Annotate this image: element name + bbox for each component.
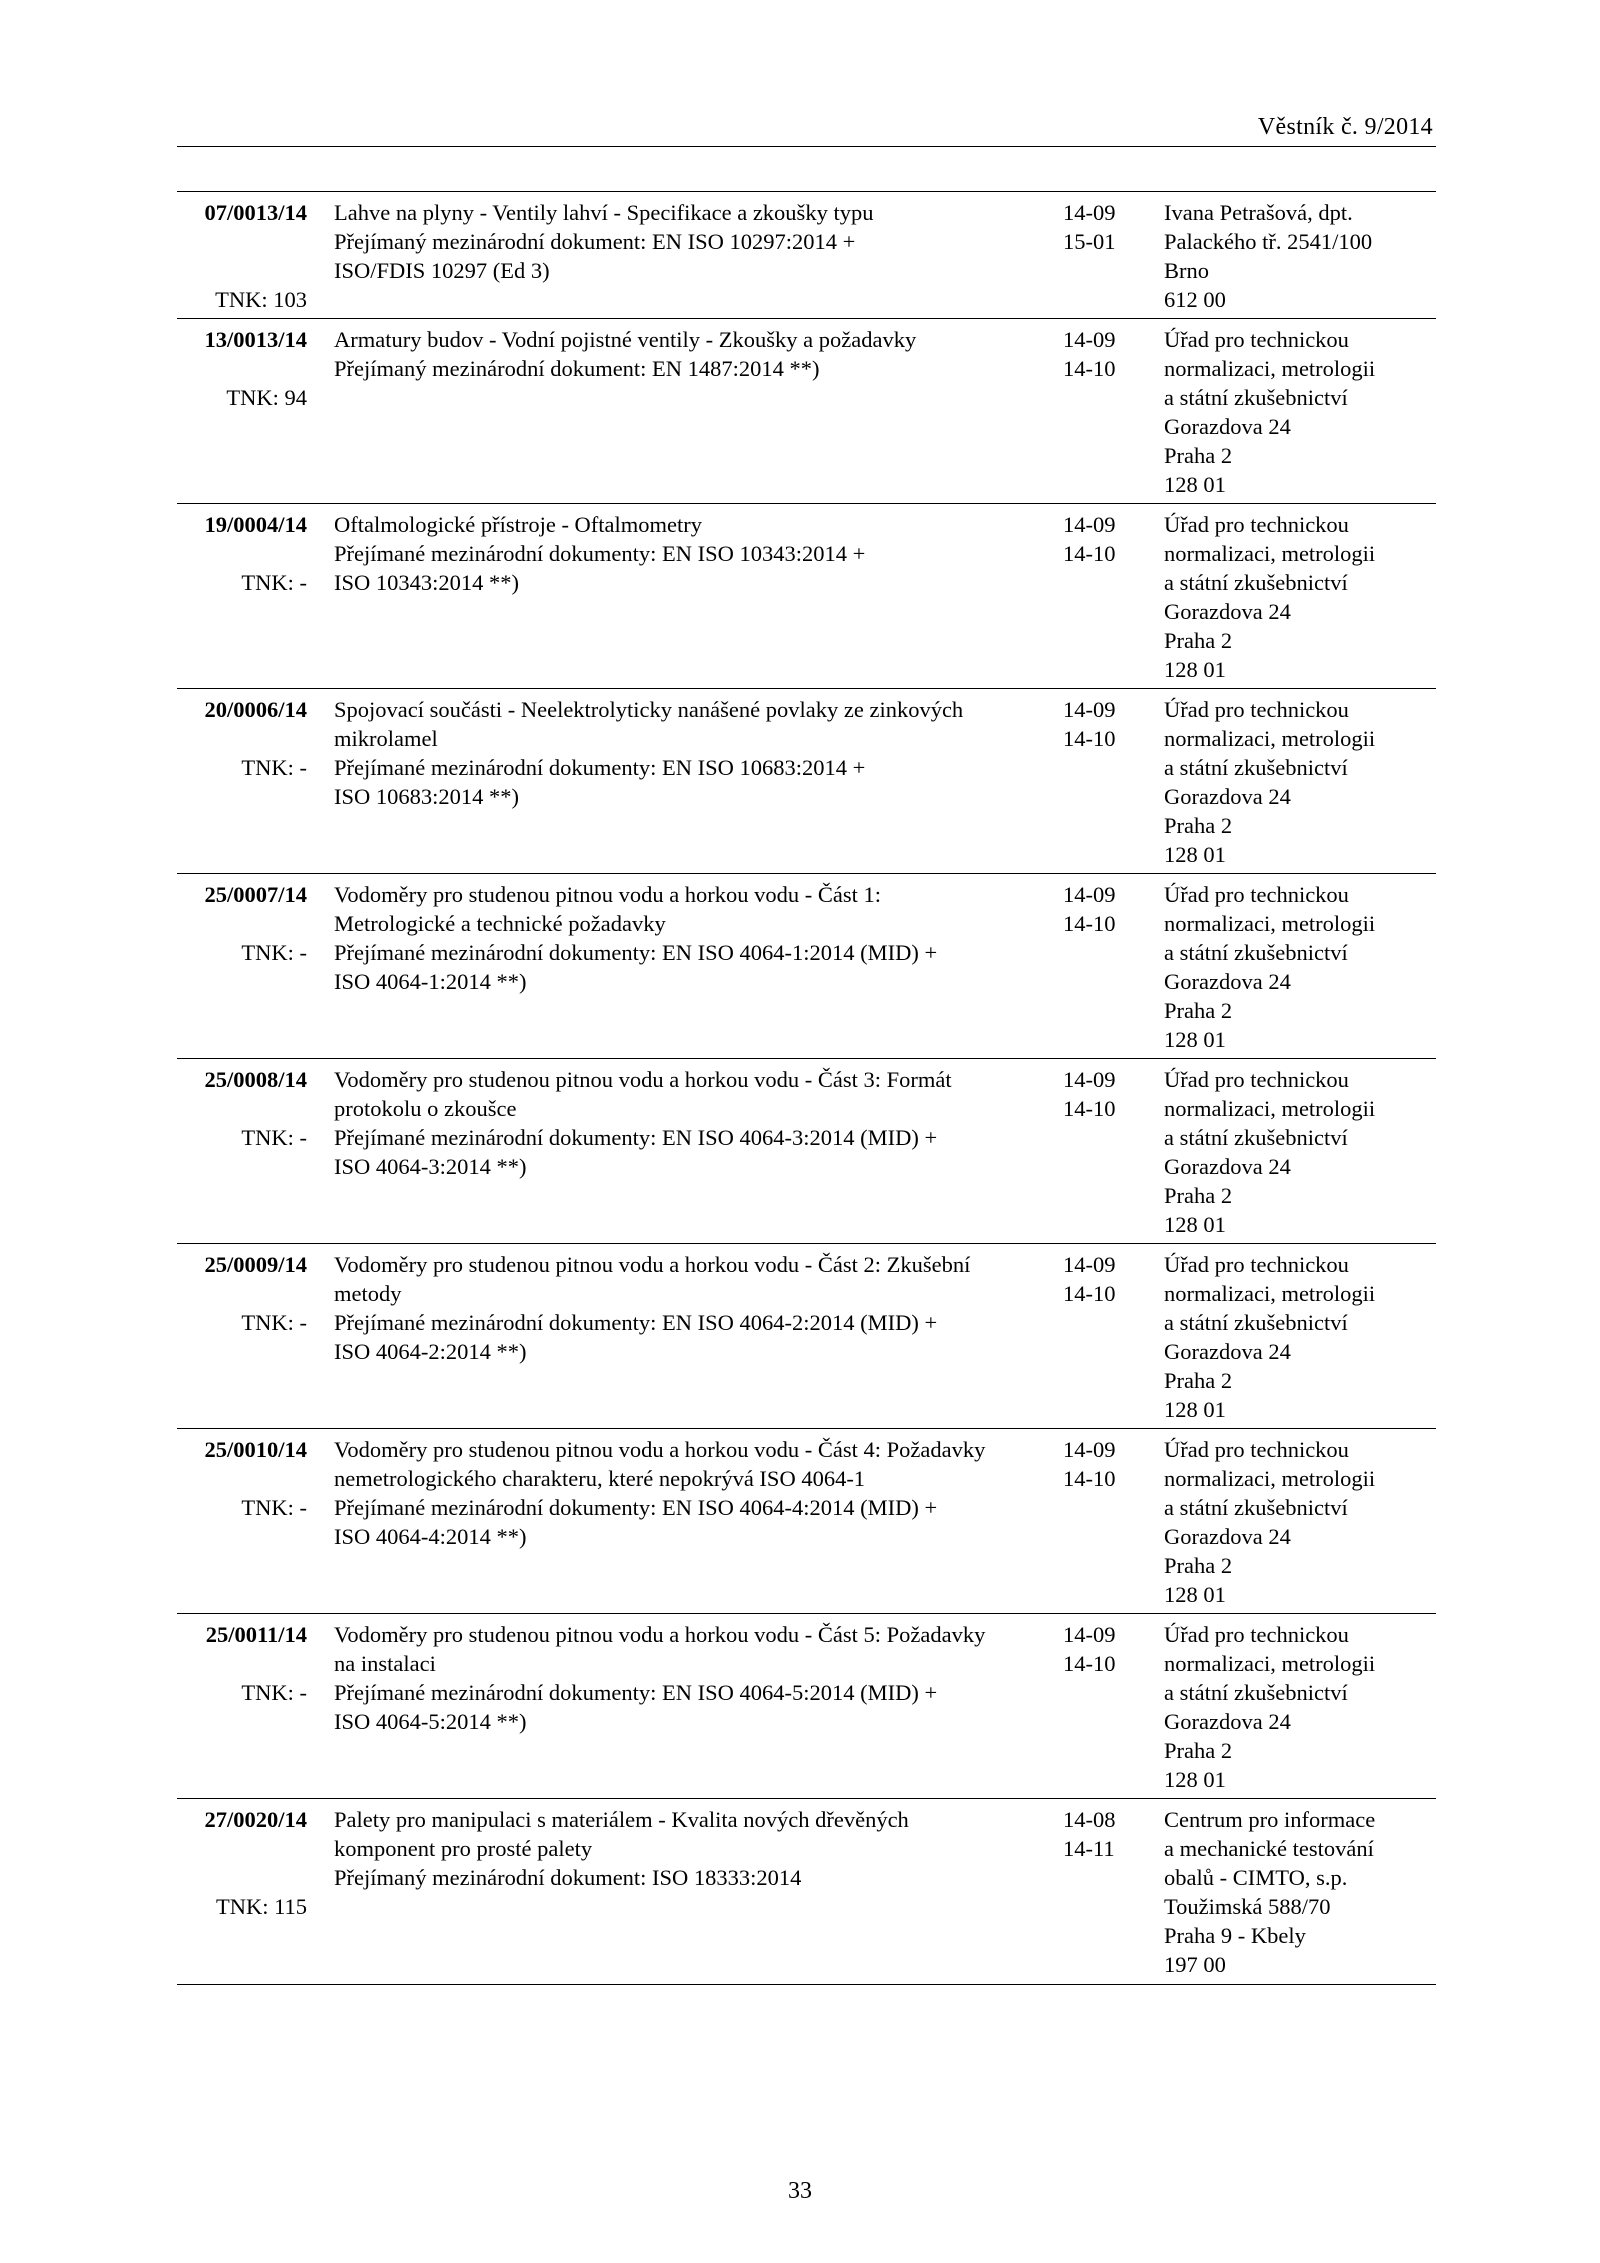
- address-line: normalizaci, metrologii: [1164, 911, 1376, 936]
- address-line: Gorazdova 24: [1164, 599, 1291, 624]
- standard-id-cell: [177, 510, 307, 595]
- contact-address-cell: [1164, 1435, 1434, 1609]
- standard-id-cell: [177, 1250, 307, 1335]
- address-line: normalizaci, metrologii: [1164, 726, 1376, 751]
- title-line: Přejímané mezinárodní dokumenty: EN ISO 4064-1:2014 (MID) +: [334, 940, 938, 965]
- date-value: 14-09: [1063, 1622, 1116, 1647]
- address-line: obalů - CIMTO, s.p.: [1164, 1865, 1348, 1890]
- standard-id-cell: [177, 1435, 307, 1520]
- address-line: Gorazdova 24: [1164, 784, 1291, 809]
- standard-number: 25/0008/14: [204, 1067, 307, 1092]
- address-line: normalizaci, metrologii: [1164, 1651, 1376, 1676]
- table-row: [177, 319, 1436, 504]
- dates-cell: [1063, 1065, 1143, 1123]
- date-value: 14-10: [1063, 541, 1116, 566]
- dates-cell: [1063, 198, 1143, 256]
- address-line: Gorazdova 24: [1164, 1339, 1291, 1364]
- address-line: Úřad pro technickou: [1164, 1067, 1349, 1092]
- title-line: Spojovací součásti - Neelektrolyticky nanášené povlaky ze zinkových: [334, 697, 964, 722]
- date-value: 14-09: [1063, 1437, 1116, 1462]
- title-line: Vodoměry pro studenou pitnou vodu a horkou vodu - Část 3: Formát: [334, 1067, 952, 1092]
- standard-number: 20/0006/14: [204, 697, 307, 722]
- title-line: na instalaci: [334, 1651, 436, 1676]
- address-line: 128 01: [1164, 842, 1226, 867]
- page-number: 33: [788, 2178, 812, 2204]
- tnk-label: TNK: -: [241, 940, 307, 965]
- tnk-label: TNK: 115: [215, 1894, 307, 1919]
- address-line: Ivana Petrašová, dpt.: [1164, 200, 1353, 225]
- title-line: Přejímané mezinárodní dokumenty: EN ISO 4064-2:2014 (MID) +: [334, 1310, 938, 1335]
- standard-number: 07/0013/14: [204, 200, 307, 225]
- address-line: a státní zkušebnictví: [1164, 1310, 1348, 1335]
- address-line: 128 01: [1164, 1027, 1226, 1052]
- title-line: ISO 4064-1:2014 **): [334, 969, 527, 994]
- contact-address-cell: [1164, 1620, 1434, 1794]
- address-line: a mechanické testování: [1164, 1836, 1374, 1861]
- address-line: 128 01: [1164, 1212, 1226, 1237]
- address-line: Úřad pro technickou: [1164, 1437, 1349, 1462]
- title-line: Přejímaný mezinárodní dokument: EN ISO 10297:2014 +: [334, 229, 856, 254]
- standard-title-cell: [334, 510, 1034, 597]
- title-line: Přejímané mezinárodní dokumenty: EN ISO 10683:2014 +: [334, 755, 866, 780]
- title-line: Přejímané mezinárodní dokumenty: EN ISO 4064-5:2014 (MID) +: [334, 1680, 938, 1705]
- address-line: Gorazdova 24: [1164, 969, 1291, 994]
- date-value: 14-09: [1063, 1252, 1116, 1277]
- title-line: Oftalmologické přístroje - Oftalmometry: [334, 512, 703, 537]
- standards-table: [177, 191, 1436, 1985]
- address-line: a státní zkušebnictví: [1164, 1680, 1348, 1705]
- address-line: a státní zkušebnictví: [1164, 570, 1348, 595]
- address-line: 128 01: [1164, 1582, 1226, 1607]
- title-line: Armatury budov - Vodní pojistné ventily - Zkoušky a požadavky: [334, 327, 917, 352]
- contact-address-cell: [1164, 695, 1434, 869]
- table-row: [177, 689, 1436, 874]
- address-line: Praha 2: [1164, 1553, 1233, 1578]
- date-value: 14-09: [1063, 200, 1116, 225]
- standard-title-cell: [334, 1250, 1034, 1366]
- date-value: 14-10: [1063, 356, 1116, 381]
- table-row: [177, 1614, 1436, 1799]
- dates-cell: [1063, 695, 1143, 753]
- address-line: Praha 2: [1164, 1738, 1233, 1763]
- standard-number: 25/0007/14: [204, 882, 307, 907]
- tnk-label: TNK: 94: [226, 385, 307, 410]
- title-line: mikrolamel: [334, 726, 438, 751]
- address-line: Gorazdova 24: [1164, 1154, 1291, 1179]
- address-line: Praha 9 - Kbely: [1164, 1923, 1306, 1948]
- dates-cell: [1063, 1620, 1143, 1678]
- address-line: Toužimská 588/70: [1164, 1894, 1331, 1919]
- address-line: Úřad pro technickou: [1164, 512, 1349, 537]
- publication-title: Věstník č. 9/2014: [1257, 114, 1433, 140]
- tnk-label: TNK: -: [241, 1680, 307, 1705]
- address-line: Brno: [1164, 258, 1209, 283]
- table-row: [177, 192, 1436, 319]
- contact-address-cell: [1164, 1065, 1434, 1239]
- address-line: Praha 2: [1164, 628, 1233, 653]
- address-line: normalizaci, metrologii: [1164, 1281, 1376, 1306]
- date-value: 14-10: [1063, 911, 1116, 936]
- title-line: ISO 4064-3:2014 **): [334, 1154, 527, 1179]
- address-line: normalizaci, metrologii: [1164, 541, 1376, 566]
- standard-id-cell: [177, 1805, 307, 1919]
- title-line: ISO 10683:2014 **): [334, 784, 519, 809]
- standard-title-cell: [334, 1620, 1034, 1736]
- standard-id-cell: [177, 198, 307, 312]
- date-value: 14-10: [1063, 1281, 1116, 1306]
- tnk-label: TNK: 103: [215, 287, 307, 312]
- title-line: Vodoměry pro studenou pitnou vodu a horkou vodu - Část 1:: [334, 882, 882, 907]
- title-line: Vodoměry pro studenou pitnou vodu a horkou vodu - Část 2: Zkušební: [334, 1252, 971, 1277]
- standard-id-cell: [177, 1620, 307, 1705]
- address-line: a státní zkušebnictví: [1164, 385, 1348, 410]
- standard-number: 25/0010/14: [204, 1437, 307, 1462]
- title-line: ISO/FDIS 10297 (Ed 3): [334, 258, 550, 283]
- address-line: a státní zkušebnictví: [1164, 940, 1348, 965]
- title-line: komponent pro prosté palety: [334, 1836, 593, 1861]
- address-line: 128 01: [1164, 657, 1226, 682]
- tnk-label: TNK: -: [241, 1125, 307, 1150]
- standard-number: 25/0009/14: [204, 1252, 307, 1277]
- standard-title-cell: [334, 1065, 1034, 1181]
- standard-number: 19/0004/14: [204, 512, 307, 537]
- address-line: normalizaci, metrologii: [1164, 1466, 1376, 1491]
- title-line: nemetrologického charakteru, které nepokrývá ISO 4064-1: [334, 1466, 866, 1491]
- dates-cell: [1063, 1805, 1143, 1863]
- title-line: Přejímané mezinárodní dokumenty: EN ISO 10343:2014 +: [334, 541, 866, 566]
- address-line: a státní zkušebnictví: [1164, 1495, 1348, 1520]
- standard-title-cell: [334, 880, 1034, 996]
- address-line: Praha 2: [1164, 443, 1233, 468]
- address-line: Praha 2: [1164, 813, 1233, 838]
- date-value: 14-09: [1063, 697, 1116, 722]
- address-line: Praha 2: [1164, 1183, 1233, 1208]
- title-line: ISO 4064-5:2014 **): [334, 1709, 527, 1734]
- title-line: ISO 4064-4:2014 **): [334, 1524, 527, 1549]
- contact-address-cell: [1164, 1805, 1434, 1979]
- tnk-label: TNK: -: [241, 755, 307, 780]
- dates-cell: [1063, 1435, 1143, 1493]
- address-line: 128 01: [1164, 472, 1226, 497]
- address-line: Praha 2: [1164, 1368, 1233, 1393]
- standard-id-cell: [177, 695, 307, 780]
- table-row: [177, 1429, 1436, 1614]
- title-line: Přejímané mezinárodní dokumenty: EN ISO 4064-4:2014 (MID) +: [334, 1495, 938, 1520]
- address-line: Praha 2: [1164, 998, 1233, 1023]
- contact-address-cell: [1164, 510, 1434, 684]
- standard-number: 25/0011/14: [205, 1622, 307, 1647]
- tnk-label: TNK: -: [241, 1310, 307, 1335]
- address-line: Úřad pro technickou: [1164, 697, 1349, 722]
- address-line: Centrum pro informace: [1164, 1807, 1376, 1832]
- address-line: a státní zkušebnictví: [1164, 1125, 1348, 1150]
- address-line: normalizaci, metrologii: [1164, 356, 1376, 381]
- contact-address-cell: [1164, 325, 1434, 499]
- contact-address-cell: [1164, 1250, 1434, 1424]
- title-line: Vodoměry pro studenou pitnou vodu a horkou vodu - Část 5: Požadavky: [334, 1622, 986, 1647]
- table-row: [177, 504, 1436, 689]
- address-line: Gorazdova 24: [1164, 1524, 1291, 1549]
- standard-title-cell: [334, 1805, 1034, 1892]
- standard-id-cell: [177, 325, 307, 410]
- standard-title-cell: [334, 1435, 1034, 1551]
- address-line: Gorazdova 24: [1164, 1709, 1291, 1734]
- address-line: 128 01: [1164, 1767, 1226, 1792]
- address-line: Úřad pro technickou: [1164, 327, 1349, 352]
- date-value: 14-10: [1063, 726, 1116, 751]
- address-line: Úřad pro technickou: [1164, 1252, 1349, 1277]
- standard-number: 27/0020/14: [204, 1807, 307, 1832]
- date-value: 14-09: [1063, 512, 1116, 537]
- date-value: 15-01: [1063, 229, 1116, 254]
- title-line: ISO 10343:2014 **): [334, 570, 519, 595]
- title-line: ISO 4064-2:2014 **): [334, 1339, 527, 1364]
- title-line: Přejímaný mezinárodní dokument: EN 1487:2014 **): [334, 356, 820, 381]
- table-row: [177, 874, 1436, 1059]
- contact-address-cell: [1164, 198, 1434, 314]
- date-value: 14-09: [1063, 882, 1116, 907]
- dates-cell: [1063, 880, 1143, 938]
- standard-number: 13/0013/14: [204, 327, 307, 352]
- date-value: 14-10: [1063, 1651, 1116, 1676]
- date-value: 14-11: [1063, 1836, 1115, 1861]
- address-line: 612 00: [1164, 287, 1226, 312]
- title-line: Palety pro manipulaci s materiálem - Kvalita nových dřevěných: [334, 1807, 909, 1832]
- table-row: [177, 1059, 1436, 1244]
- header-divider: [177, 146, 1436, 147]
- title-line: Vodoměry pro studenou pitnou vodu a horkou vodu - Část 4: Požadavky: [334, 1437, 986, 1462]
- date-value: 14-09: [1063, 1067, 1116, 1092]
- standard-id-cell: [177, 880, 307, 965]
- address-line: normalizaci, metrologii: [1164, 1096, 1376, 1121]
- dates-cell: [1063, 1250, 1143, 1308]
- standard-title-cell: [334, 695, 1034, 811]
- address-line: Palackého tř. 2541/100: [1164, 229, 1373, 254]
- table-row: [177, 1799, 1436, 1985]
- tnk-label: TNK: -: [241, 1495, 307, 1520]
- address-line: Úřad pro technickou: [1164, 882, 1349, 907]
- standard-title-cell: [334, 325, 1034, 383]
- title-line: Přejímaný mezinárodní dokument: ISO 18333:2014: [334, 1865, 802, 1890]
- standard-id-cell: [177, 1065, 307, 1150]
- title-line: metody: [334, 1281, 402, 1306]
- date-value: 14-09: [1063, 327, 1116, 352]
- standard-title-cell: [334, 198, 1034, 285]
- date-value: 14-10: [1063, 1096, 1116, 1121]
- title-line: Metrologické a technické požadavky: [334, 911, 666, 936]
- contact-address-cell: [1164, 880, 1434, 1054]
- title-line: protokolu o zkoušce: [334, 1096, 517, 1121]
- address-line: Gorazdova 24: [1164, 414, 1291, 439]
- date-value: 14-08: [1063, 1807, 1116, 1832]
- tnk-label: TNK: -: [241, 570, 307, 595]
- date-value: 14-10: [1063, 1466, 1116, 1491]
- title-line: Přejímané mezinárodní dokumenty: EN ISO 4064-3:2014 (MID) +: [334, 1125, 938, 1150]
- address-line: 197 00: [1164, 1952, 1226, 1977]
- title-line: Lahve na plyny - Ventily lahví - Specifikace a zkoušky typu: [334, 200, 874, 225]
- address-line: a státní zkušebnictví: [1164, 755, 1348, 780]
- dates-cell: [1063, 325, 1143, 383]
- table-row: [177, 1244, 1436, 1429]
- address-line: Úřad pro technickou: [1164, 1622, 1349, 1647]
- dates-cell: [1063, 510, 1143, 568]
- address-line: 128 01: [1164, 1397, 1226, 1422]
